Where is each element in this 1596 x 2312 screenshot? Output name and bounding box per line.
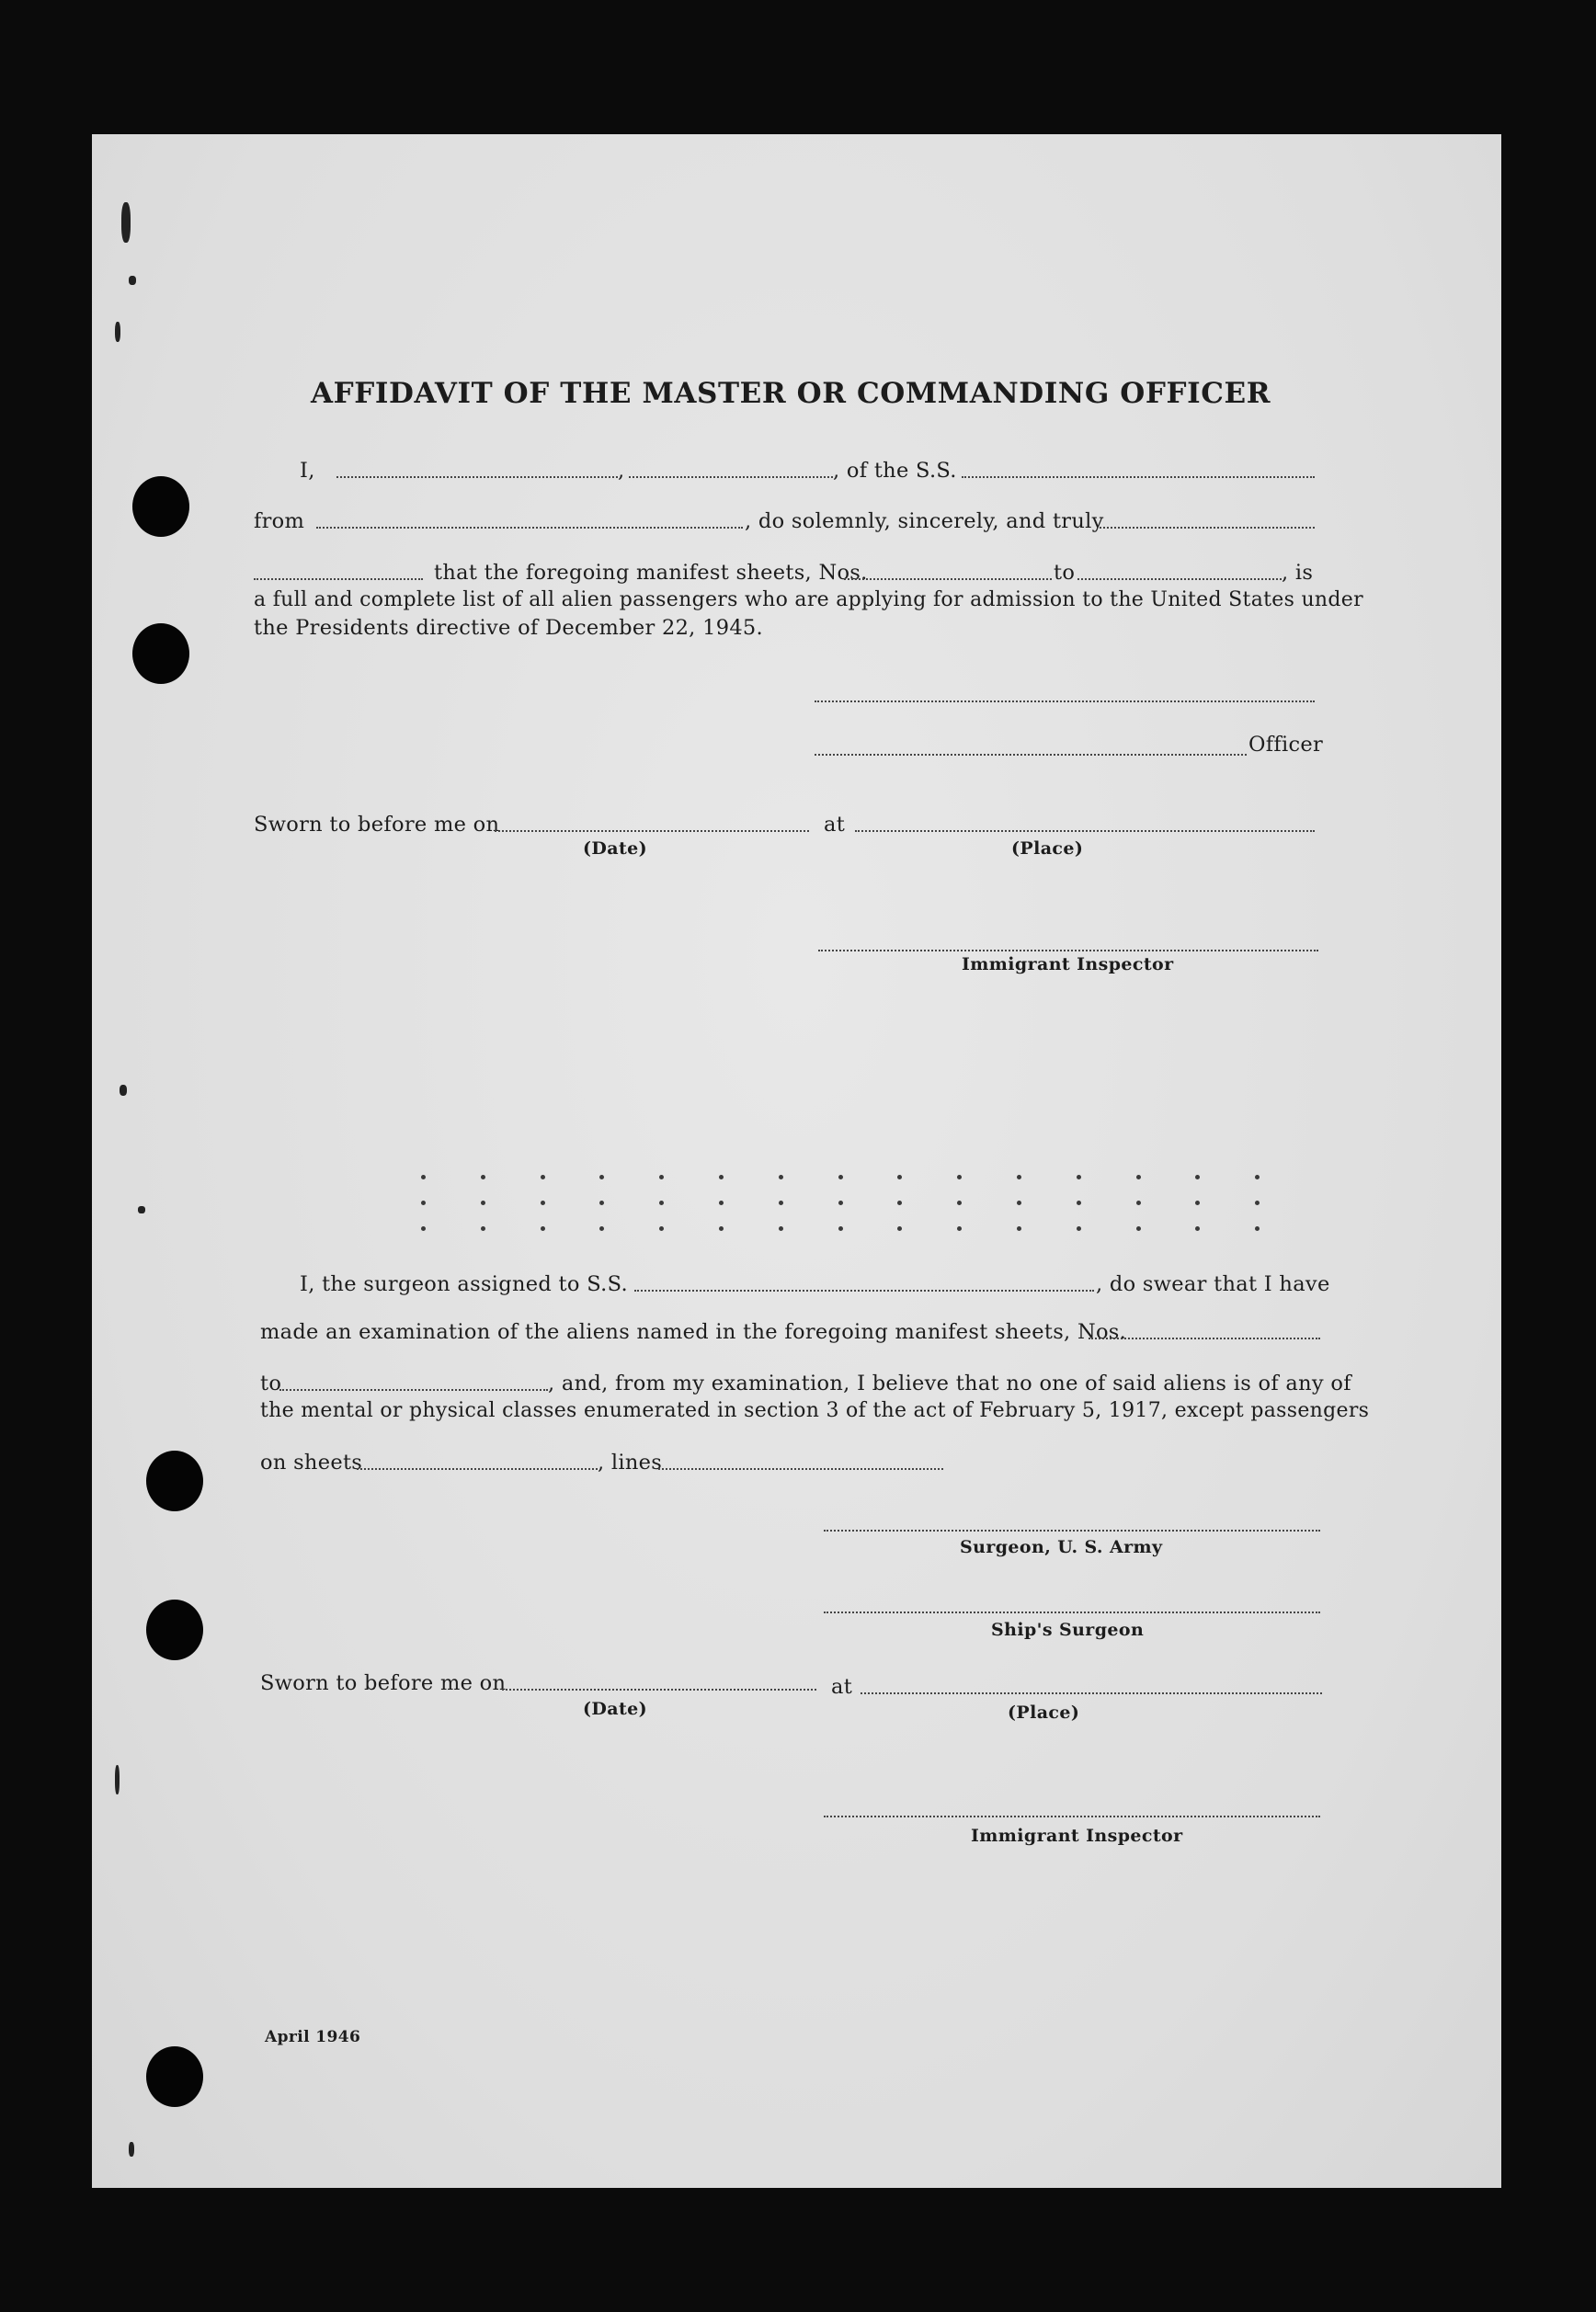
separator-dot (1017, 1175, 1021, 1179)
master-line3-to: to (1054, 561, 1076, 585)
punch-hole (146, 1600, 203, 1660)
surgeon-sheets-from-field[interactable] (1089, 1338, 1320, 1339)
separator-dot (541, 1226, 545, 1231)
separator-dot (719, 1201, 724, 1205)
officer-signature-line1[interactable] (815, 700, 1315, 702)
edge-speck (129, 2142, 134, 2157)
surgeon-sworn-date-field[interactable] (502, 1689, 816, 1691)
separator-dot (779, 1226, 783, 1231)
master-sworn-date-field[interactable] (495, 830, 809, 832)
separator-dot (481, 1226, 485, 1231)
master-line1-comma: , (618, 459, 625, 483)
separator-dot (838, 1201, 843, 1205)
punch-hole (132, 476, 189, 537)
separator-dot (838, 1175, 843, 1179)
surgeon-line5-b: , lines (598, 1451, 663, 1475)
officer-label: Officer (1248, 733, 1324, 757)
separator-dot (421, 1175, 426, 1179)
edge-speck (120, 1085, 127, 1096)
separator-dot (421, 1201, 426, 1205)
surgeon-line2: made an examination of the aliens named in the foregoing manifest sheets, Nos. (260, 1320, 1127, 1344)
surgeon-sworn-label: Sworn to before me on (260, 1671, 507, 1695)
surgeon-ship-field[interactable] (634, 1290, 1094, 1292)
master-sheets-to-field[interactable] (1077, 578, 1282, 580)
master-sworn-label: Sworn to before me on (254, 813, 500, 837)
separator-dot (1077, 1226, 1081, 1231)
separator-dot (541, 1201, 545, 1205)
separator-dot (1077, 1175, 1081, 1179)
separator-dot (779, 1175, 783, 1179)
form-sheet (92, 134, 1501, 2188)
surgeon-line4: the mental or physical classes enumerated in section 3 of the act of February 5, 1917, except passengers (260, 1399, 1370, 1422)
master-sworn-place-field[interactable] (855, 830, 1315, 832)
master-line4: a full and complete list of all alien passengers who are applying for admission to the United States under (254, 588, 1363, 611)
separator-dot (1136, 1226, 1141, 1231)
surgeon-place-caption: (Place) (1008, 1703, 1080, 1723)
separator-dot (421, 1226, 426, 1231)
separator-dot (779, 1201, 783, 1205)
surgeon-line5-a: on sheets (260, 1451, 363, 1475)
surgeon-inspector-label: Immigrant Inspector (971, 1826, 1183, 1846)
master-date-caption: (Date) (583, 838, 648, 859)
punch-hole (146, 2046, 203, 2107)
separator-dot (838, 1226, 843, 1231)
edge-speck (138, 1206, 145, 1213)
master-oath-field[interactable] (1100, 527, 1315, 529)
separator-dot (1136, 1201, 1141, 1205)
master-oath-cont-field[interactable] (254, 578, 423, 580)
master-inspector-signature[interactable] (818, 950, 1318, 951)
master-line1-ss: , of the S.S. (833, 459, 957, 483)
master-title-field[interactable] (629, 476, 833, 478)
surgeon-on-sheets-field[interactable] (357, 1468, 598, 1470)
master-line2-from: from (254, 509, 305, 533)
surgeon-inspector-signature[interactable] (824, 1816, 1320, 1817)
separator-dot (481, 1175, 485, 1179)
master-line1-i: I, (300, 459, 315, 483)
surgeon-sworn-place-field[interactable] (861, 1692, 1322, 1694)
master-line3-that: that the foregoing manifest sheets, Nos. (434, 561, 868, 585)
edge-speck (115, 1765, 120, 1794)
punch-hole (132, 623, 189, 684)
surgeon-at-label: at (831, 1675, 853, 1699)
separator-dot (1077, 1201, 1081, 1205)
separator-dot (1017, 1226, 1021, 1231)
separator-dot (719, 1226, 724, 1231)
master-line2-swear: , do solemnly, sincerely, and truly (745, 509, 1104, 533)
edge-speck (115, 322, 120, 342)
army-surgeon-signature[interactable] (824, 1530, 1320, 1532)
surgeon-date-caption: (Date) (583, 1699, 648, 1719)
master-at-label: at (824, 813, 846, 837)
master-name-field[interactable] (336, 476, 618, 478)
master-port-field[interactable] (316, 527, 743, 529)
army-surgeon-label: Surgeon, U. S. Army (960, 1537, 1163, 1557)
master-line3-is: , is (1282, 561, 1314, 585)
surgeon-sheets-to-field[interactable] (279, 1389, 548, 1391)
ship-surgeon-label: Ship's Surgeon (991, 1620, 1145, 1640)
master-inspector-label: Immigrant Inspector (962, 954, 1174, 974)
surgeon-line1-a: I, the surgeon assigned to S.S. (300, 1272, 628, 1296)
ship-surgeon-signature[interactable] (824, 1612, 1320, 1613)
officer-signature-line2[interactable] (815, 754, 1247, 756)
separator-dot (1136, 1175, 1141, 1179)
surgeon-line3-b: , and, from my examination, I believe that no one of said aliens is of any of (548, 1372, 1351, 1395)
surgeon-line1-b: , do swear that I have (1096, 1272, 1330, 1296)
master-place-caption: (Place) (1011, 838, 1084, 859)
master-sheets-from-field[interactable] (844, 578, 1052, 580)
form-date: April 1946 (265, 2028, 361, 2046)
edge-speck (129, 276, 136, 285)
separator-dot (1017, 1201, 1021, 1205)
master-ship-field[interactable] (962, 476, 1315, 478)
surgeon-lines-field[interactable] (658, 1468, 943, 1470)
separator-dot (541, 1175, 545, 1179)
master-line5: the Presidents directive of December 22, 1945. (254, 616, 763, 640)
surgeon-line3-to: to (260, 1372, 282, 1395)
edge-speck (121, 202, 131, 243)
separator-dot (719, 1175, 724, 1179)
punch-hole (146, 1451, 203, 1511)
page-title: AFFIDAVIT OF THE MASTER OR COMMANDING OFFICER (311, 377, 1271, 410)
separator-dot (481, 1201, 485, 1205)
